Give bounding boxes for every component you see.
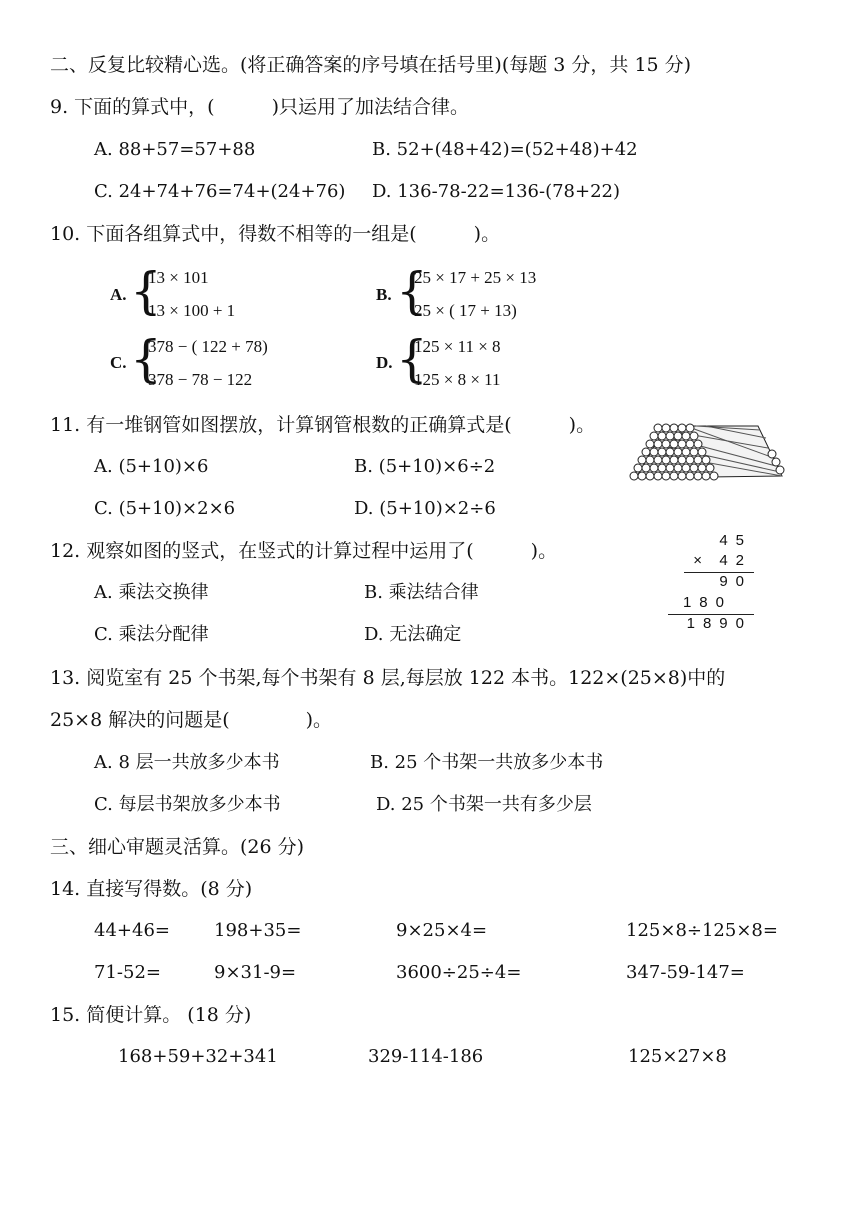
q9-option-d: D. 136-78-22=136-(78+22)	[372, 181, 621, 202]
q14-item: 198+35=	[214, 920, 302, 941]
vm-multiplier: 42	[719, 552, 752, 569]
q15-item: 168+59+32+341	[118, 1046, 278, 1067]
q10-option-b-line2: 25 × ( 17 + 13)	[414, 301, 517, 320]
q11-option-d: D. (5+10)×2÷6	[354, 498, 496, 519]
steel-pipe-pile-image	[626, 418, 786, 486]
q12-option-a: A. 乘法交换律	[94, 582, 209, 603]
q12-option-c: C. 乘法分配律	[94, 624, 209, 645]
vm-partial-1: 90	[719, 573, 752, 590]
q15-item: 125×27×8	[628, 1046, 727, 1067]
q14-item: 347-59-147=	[626, 962, 745, 983]
q14-item: 125×8÷125×8=	[626, 920, 778, 941]
question-11-stem: 11. 有一堆钢管如图摆放，计算钢管根数的正确算式是( )。	[50, 414, 596, 436]
q14-item: 9×31-9=	[214, 962, 297, 983]
question-10-stem: 10. 下面各组算式中，得数不相等的一组是( )。	[50, 223, 501, 245]
q12-option-b: B. 乘法结合律	[364, 582, 479, 603]
q10-option-b-brace: {	[396, 262, 428, 320]
vm-partial-2: 180	[682, 594, 732, 611]
question-14-stem: 14. 直接写得数。(8 分)	[50, 878, 253, 900]
q14-item: 44+46=	[94, 920, 170, 941]
q10-option-a-line2: 13 × 100 + 1	[148, 301, 236, 320]
q13-option-a: A. 8 层一共放多少本书	[94, 752, 280, 773]
q10-option-a-label: A.	[110, 285, 127, 304]
vm-times-sign: ×	[693, 552, 702, 569]
q11-option-b: B. (5+10)×6÷2	[354, 456, 496, 477]
q10-option-d-line2: 125 × 8 × 11	[414, 370, 501, 389]
vm-multiplicand: 45	[719, 532, 752, 549]
q10-option-b-line1: 25 × 17 + 25 × 13	[414, 268, 537, 287]
q10-option-d-line1: 125 × 11 × 8	[414, 337, 501, 356]
q10-option-d-brace: {	[396, 330, 428, 388]
q10-option-b-label: B.	[376, 285, 392, 304]
q10-option-c-line2: 378 − 78 − 122	[148, 370, 253, 389]
q15-item: 329-114-186	[368, 1046, 484, 1067]
q9-option-c: C. 24+74+76=74+(24+76)	[94, 181, 346, 202]
question-13-stem-line1: 13. 阅览室有 25 个书架,每个书架有 8 层,每层放 122 本书。122×(25×8)中的	[50, 667, 726, 689]
q10-option-d-label: D.	[376, 353, 393, 372]
q13-option-d: D. 25 个书架一共有多少层	[376, 794, 592, 815]
question-15-stem: 15. 简便计算。 (18 分)	[50, 1004, 252, 1026]
q13-option-b: B. 25 个书架一共放多少本书	[370, 752, 604, 773]
vm-product: 1890	[686, 615, 752, 632]
section-3-title: 三、细心审题灵活算。(26 分)	[50, 836, 305, 858]
section-2-title: 二、反复比较精心选。(将正确答案的序号填在括号里)(每题 3 分，共 15 分)	[50, 54, 692, 76]
q10-option-a-line1: 13 × 101	[148, 268, 209, 287]
q13-option-c: C. 每层书架放多少本书	[94, 794, 281, 815]
q10-option-a-brace: {	[130, 262, 162, 320]
q9-option-a: A. 88+57=57+88	[94, 139, 256, 160]
question-9-stem: 9. 下面的算式中，( )只运用了加法结合律。	[50, 96, 469, 118]
q11-option-a: A. (5+10)×6	[94, 456, 209, 477]
q10-option-c-brace: {	[130, 330, 162, 388]
q9-option-b: B. 52+(48+42)=(52+48)+42	[372, 139, 638, 160]
q12-option-d: D. 无法确定	[364, 624, 462, 645]
q14-item: 71-52=	[94, 962, 161, 983]
q11-option-c: C. (5+10)×2×6	[94, 498, 236, 519]
q14-item: 3600÷25÷4=	[396, 962, 522, 983]
q10-option-c-line1: 378 − ( 122 + 78)	[148, 337, 268, 356]
q10-option-c-label: C.	[110, 353, 127, 372]
question-12-stem: 12. 观察如图的竖式，在竖式的计算过程中运用了( )。	[50, 540, 558, 562]
question-13-stem-line2: 25×8 解决的问题是( )。	[50, 709, 333, 731]
q14-item: 9×25×4=	[396, 920, 488, 941]
